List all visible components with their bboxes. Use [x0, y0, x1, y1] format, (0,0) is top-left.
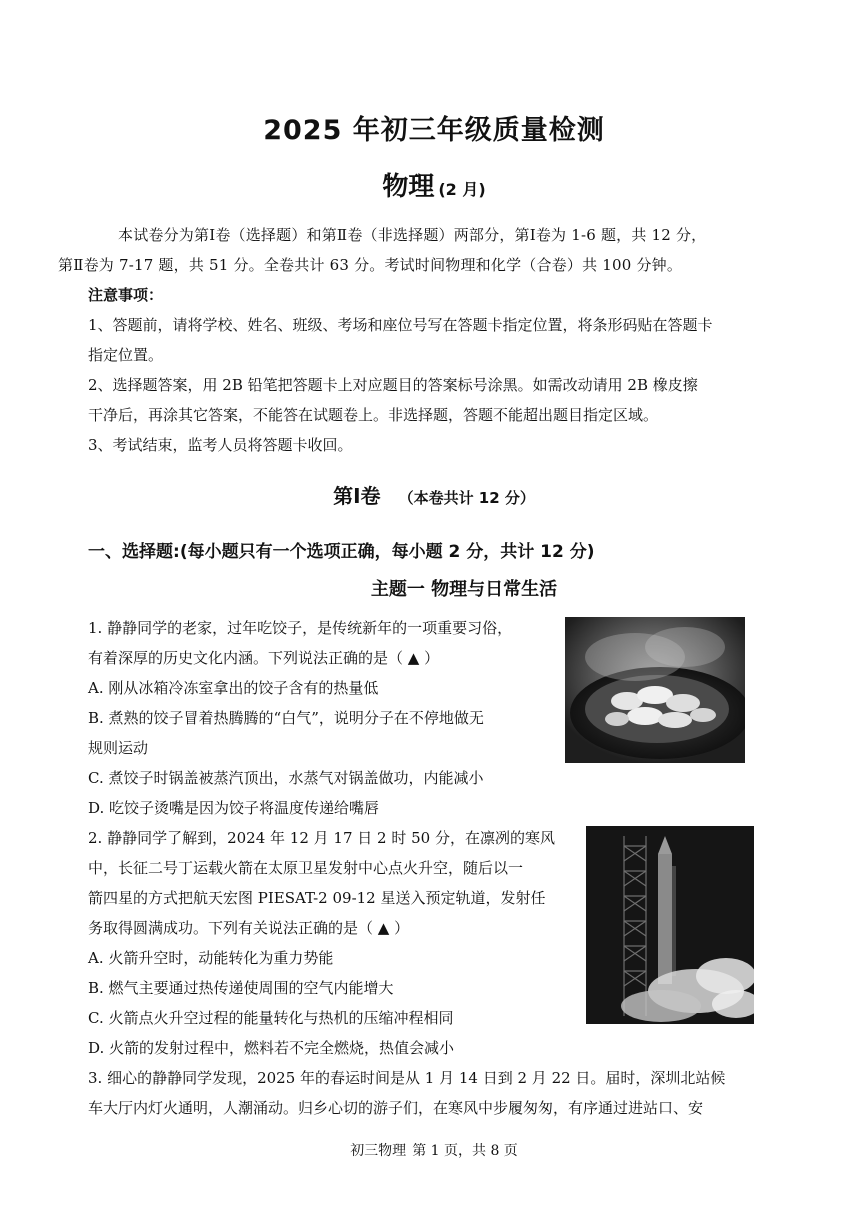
part-title: 一、选择题:	[88, 542, 180, 562]
subject-name: 物理	[382, 172, 435, 202]
exam-intro	[58, 220, 780, 280]
dumplings-photo-graphic	[565, 617, 745, 763]
part-heading	[88, 537, 788, 562]
part-note: (每小题只有一个选项正确，每小题 2 分，共计 12 分)	[179, 542, 595, 562]
q1-line: 有着深厚的历史文化内涵。下列说法正确的是（ ▲ ）	[88, 649, 440, 667]
exam-title: 2025 年初三年级质量检测	[263, 115, 605, 146]
section-title	[0, 480, 868, 509]
intro-line-2: 第Ⅱ卷为 7-17 题，共 51 分。全卷共计 63 分。考试时间物理和化学（合卷）共 100 分钟。	[58, 256, 683, 274]
question-1-options	[88, 673, 558, 763]
q3-line: 3. 细心的静静同学发现，2025 年的春运时间是从 1 月 14 日到 2 月 22 日。届时，深圳北站候	[88, 1069, 726, 1087]
section-name: 第Ⅰ卷	[333, 484, 381, 508]
q2-line: 箭四星的方式把航天宏图 PIESAT-2 09-12 星送入预定轨道，发射任	[88, 889, 546, 907]
intro-line-1: 本试卷分为第Ⅰ卷（选择题）和第Ⅱ卷（非选择题）两部分，第Ⅰ卷为 1-6 题，共 12 分，	[118, 226, 707, 244]
q2-option-b: B. 燃气主要通过热传递使周围的空气内能增大	[88, 979, 394, 997]
dumplings-photo	[565, 617, 745, 763]
notes-item: 指定位置。	[88, 346, 164, 364]
q1-option-d: D. 吃饺子烫嘴是因为饺子将温度传递给嘴唇	[88, 799, 380, 817]
subject-heading	[0, 166, 868, 203]
notes-item: 干净后，再涂其它答案，不能答在试题卷上。非选择题，答题不能超出题目指定区域。	[88, 406, 659, 424]
question-1-options-wide	[88, 763, 780, 823]
notes-item: 3、考试结束，监考人员将答题卡收回。	[88, 436, 353, 454]
notes-list	[88, 310, 780, 460]
subject-month: (2 月)	[438, 180, 486, 199]
q2-line: 2. 静静同学了解到，2024 年 12 月 17 日 2 时 50 分，在凛冽的寒风	[88, 829, 555, 847]
q2-option-a: A. 火箭升空时，动能转化为重力势能	[88, 949, 334, 967]
q2-option-c: C. 火箭点火升空过程的能量转化与热机的压缩冲程相同	[88, 1009, 454, 1027]
q1-option-b: B. 煮熟的饺子冒着热腾腾的“白气”，说明分子在不停地做无	[88, 709, 484, 727]
q1-line: 1. 静静同学的老家，过年吃饺子，是传统新年的一项重要习俗，	[88, 619, 513, 637]
theme-title: 主题一 物理与日常生活	[370, 579, 558, 600]
footer-page: 第 1 页，共 8 页	[412, 1143, 518, 1159]
section-note: （本卷共计 12 分）	[398, 489, 535, 507]
notes-heading: 注意事项：	[88, 286, 164, 304]
q2-line: 中，长征二号丁运载火箭在太原卫星发射中心点火升空，随后以一	[88, 859, 524, 877]
q2-option-d: D. 火箭的发射过程中，燃料若不完全燃烧，热值会减小	[88, 1039, 455, 1057]
q1-option-b-cont: 规则运动	[88, 739, 149, 757]
question-3-stem	[88, 1063, 780, 1123]
q1-option-c: C. 煮饺子时锅盖被蒸汽顶出，水蒸气对锅盖做功，内能减小	[88, 769, 484, 787]
question-2-stem	[88, 823, 583, 943]
rocket-launch-photo	[586, 826, 754, 1024]
q3-line: 车大厅内灯火通明，人潮涌动。归乡心切的游子们，在寒风中步履匆匆，有序通过进站口、安	[88, 1099, 704, 1117]
page-footer	[0, 1140, 868, 1160]
q1-option-a: A. 刚从冰箱冷冻室拿出的饺子含有的热量低	[88, 679, 379, 697]
rocket-photo-graphic	[586, 826, 754, 1024]
q2-line: 务取得圆满成功。下列有关说法正确的是（ ▲ ）	[88, 919, 410, 937]
notes-item: 1、答题前，请将学校、姓名、班级、考场和座位号写在答题卡指定位置，将条形码贴在答题卡	[88, 316, 713, 334]
notes-item: 2、选择题答案，用 2B 铅笔把答题卡上对应题目的答案标号涂黑。如需改动请用 2B 橡皮擦	[88, 376, 698, 394]
footer-label: 初三物理	[350, 1143, 407, 1159]
question-2-options	[88, 943, 583, 1063]
question-1-stem	[88, 613, 558, 673]
